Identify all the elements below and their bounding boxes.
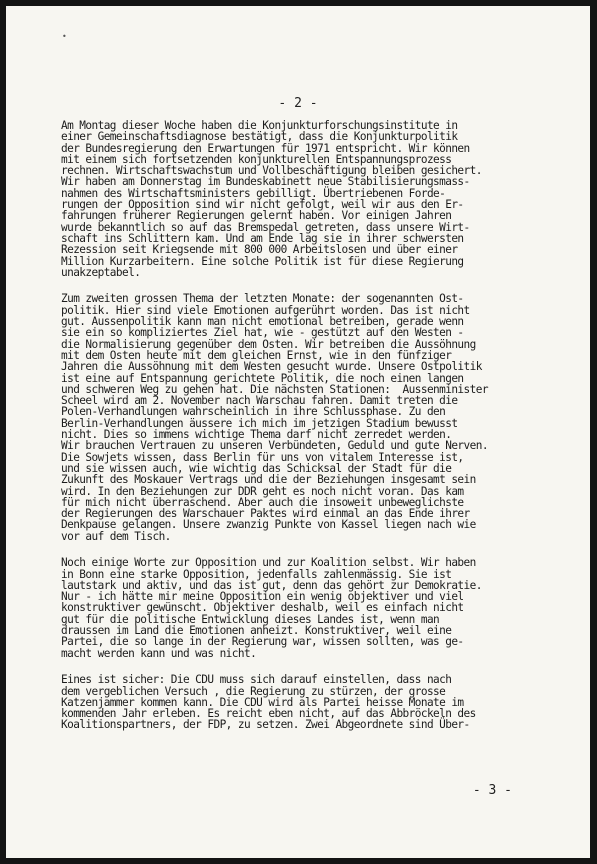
text-line: unakzeptabel.: [61, 265, 141, 279]
text-line: Zukunft des Moskauer Vertrags und die der Beziehungen insgesamt sein: [61, 473, 476, 487]
text-line: Koalitionspartners, der FDP, zu setzen. Zwei Abgeordnete sind Über-: [61, 718, 470, 732]
text-line: Partei, die so lange in der Regierung war, wissen sollten, was ge-: [61, 635, 464, 649]
text-line: Am Montag dieser Woche haben die Konjunkturforschungsinstitute in: [61, 119, 458, 132]
text-line: ist eine auf Entspannung gerichtete Politik, die noch einen langen: [61, 371, 464, 385]
text-line: Katzenjammer kommen kann. Die CDU wird als Partei heisse Monate im: [61, 695, 464, 709]
text-line: in Bonn eine starke Opposition, jedenfalls zahlenmässig. Sie ist: [61, 567, 452, 581]
text-line: Rezession seit Kriegsende mit 800 000 Arbeitslosen und über einer: [61, 243, 458, 257]
text-line: die Normalisierung gegenüber dem Osten. Wir betreiben die Aussöhnung: [61, 337, 476, 351]
text-line: Nur - ich hätte mir meine Opposition ein wenig objektiver und viel: [61, 590, 464, 604]
text-line: macht werden kann und was nicht.: [61, 646, 257, 660]
text-line: draussen im Land die Emotionen anheizt. Konstruktiver, weil eine: [61, 624, 452, 638]
text-line: Wir haben am Donnerstag im Bundeskabinett neue Stabilisierungsmass-: [61, 175, 470, 189]
text-line: nicht. Dies so immens wichtige Thema darf nicht zerredet werden.: [61, 428, 452, 442]
text-line: nahmen des Wirtschaftsministers gebilligt. Übertriebenen Forde-: [61, 186, 446, 200]
text-line: der Regierungen des Warschauer Paktes wird einmal an das Ende ihrer: [61, 507, 470, 521]
text-line: Polen-Verhandlungen wahrscheinlich in ihre Schlussphase. Zu den: [61, 405, 446, 419]
text-line: Berlin-Verhandlungen äussere ich mich im jetzigen Stadium bewusst: [61, 416, 458, 430]
text-line: Scheel wird am 2. November nach Warschau fahren. Damit treten die: [61, 394, 458, 408]
text-line: Jahren die Aussöhnung mit dem Westen gesucht wurde. Unsere Ostpolitik: [61, 360, 482, 374]
text-line: gut. Aussenpolitik kann man nicht emotional betreiben, gerade wenn: [61, 315, 464, 329]
text-line: für mich nicht überraschend. Aber auch die insoweit unbeweglichste: [61, 495, 464, 509]
text-line: einer Gemeinschaftsdiagnose bestätigt, dass die Konjunkturpolitik: [61, 130, 458, 144]
text-line: Noch einige Worte zur Opposition und zur Koalition selbst. Wir haben: [61, 556, 476, 570]
paragraph: [61, 674, 561, 730]
text-line: wurde bekanntlich so auf das Bremspedal getreten, dass unsere Wirt-: [61, 220, 470, 234]
text-line: mit einem sich fortsetzenden konjunkturellen Entspannungsprozess: [61, 152, 452, 166]
text-line: dem vergeblichen Versuch , die Regierung zu stürzen, der grosse: [61, 684, 446, 698]
text-line: politik. Hier sind viele Emotionen aufgerührt worden. Das ist nicht: [61, 303, 470, 317]
text-line: rechnen. Wirtschaftswachstum und Vollbeschäftigung bleiben gesichert.: [61, 164, 482, 178]
paragraph: [61, 557, 561, 659]
document-page: [6, 6, 590, 858]
text-line: und schweren Weg zu gehen hat. Die nächsten Stationen: Aussenminister: [61, 382, 488, 396]
text-line: fahrungen früherer Regierungen gelernt haben. Vor einigen Jahren: [61, 209, 452, 223]
text-line: Zum zweiten grossen Thema der letzten Monate: der sogenannten Ost-: [61, 292, 464, 306]
document-body: [61, 120, 561, 746]
text-line: Million Kurzarbeitern. Eine solche Politik ist für diese Regierung: [61, 254, 464, 268]
text-line: sie ein so kompliziertes Ziel hat, wie - gestützt auf den Westen -: [61, 326, 464, 340]
text-line: schaft ins Schlittern kam. Und am Ende lag sie in ihrer schwersten: [61, 231, 464, 245]
text-line: der Bundesregierung den Erwartungen für 1971 entspricht. Wir können: [61, 141, 470, 155]
paragraph: [61, 120, 561, 278]
text-line: mit dem Osten heute mit dem gleichen Ernst, wie in den fünfziger: [61, 348, 452, 362]
text-line: Denkpause gelangen. Unsere zwanzig Punkte von Kassel liegen nach wie: [61, 518, 476, 532]
paragraph: [61, 293, 561, 542]
text-line: gut für die politische Entwicklung dieses Landes ist, wenn man: [61, 612, 440, 626]
text-line: konstruktiver gewünscht. Objektiver deshalb, weil es einfach nicht: [61, 601, 464, 615]
text-line: kommenden Jahr erleben. Es reicht eben nicht, auf das Abbröckeln des: [61, 707, 476, 721]
next-page-number: - 3 -: [472, 783, 512, 798]
page-number: - 2 -: [278, 96, 318, 111]
margin-mark: •: [62, 32, 67, 41]
text-line: Eines ist sicher: Die CDU muss sich darauf einstellen, dass nach: [61, 673, 452, 687]
text-line: wird. In den Beziehungen zur DDR geht es noch nicht voran. Das kam: [61, 484, 464, 498]
text-line: rungen der Opposition sind wir nicht gefolgt, weil wir aus den Er-: [61, 198, 464, 212]
text-line: Wir brauchen Vertrauen zu unseren Verbündeten, Geduld und gute Nerven.: [61, 439, 488, 453]
text-line: vor auf dem Tisch.: [61, 529, 171, 543]
text-line: und sie wissen auch, wie wichtig das Schicksal der Stadt für die: [61, 461, 452, 475]
text-line: Die Sowjets wissen, dass Berlin für uns von vitalem Interesse ist,: [61, 450, 464, 464]
text-line: lautstark und aktiv, und das ist gut, denn das gehört zur Demokratie.: [61, 578, 482, 592]
